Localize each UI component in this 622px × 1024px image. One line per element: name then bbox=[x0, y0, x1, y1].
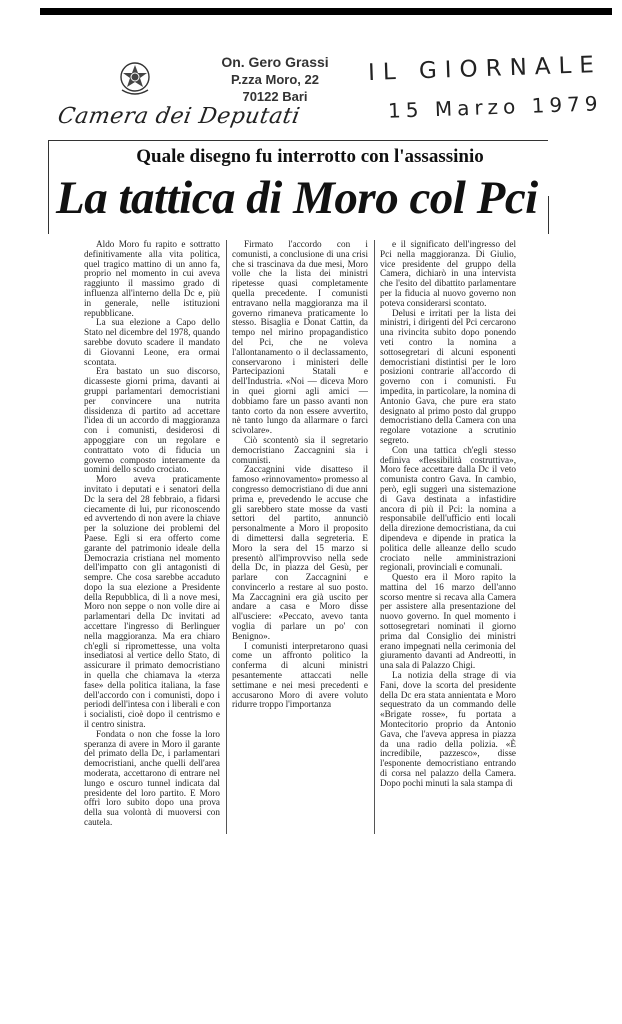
paragraph: Fondata o non che fosse la loro speranza di avere in Moro il garante del primato della Dc, i parlamentari democristiani, anche quelli dell'area moderata, accettarono di entrare nel lungo e oscuro tunnel indicata dal presidente del loro partito. E Moro offrì loro subito dopo una prova della sua volontà di muoversi con cautela. bbox=[84, 728, 220, 828]
handwritten-newspaper: IL GIORNALE bbox=[367, 51, 603, 87]
sender-city: 70122 Bari bbox=[242, 89, 308, 104]
article-column-1 bbox=[84, 240, 220, 828]
frame-right-rule bbox=[548, 196, 549, 234]
paragraph: Questo era il Moro rapito la mattina del 16 marzo dell'anno scorso mentre si recava alla Camera per assistere alla presentazione del nuovo governo. In quel momento i sottosegretari nominati il giorno prima dal Consiglio dei ministri erano impegnati nella cerimonia del giuramento davanti ad Andreotti, in una sala di Palazzo Chigi. bbox=[380, 572, 516, 671]
frame-left-rule bbox=[48, 140, 49, 234]
paragraph: I comunisti interpretarono quasi come un affronto politico la conferma di alcuni ministri pesantemente attaccati nelle settimane e nei mesi precedenti e accusarono Moro di avere voluto ridurre troppo l'importanza bbox=[232, 640, 368, 710]
paragraph: La sua elezione a Capo dello Stato nel dicembre del 1978, quando sarebbe dovuto scadere il mandato di Giovanni Leone, era ormai scontata. bbox=[84, 317, 220, 367]
paragraph: Delusi e irritati per la lista dei ministri, i dirigenti del Pci cercarono una rivincita subito dopo ponendo veti contro la nomina a sottosegretari di alcuni esponenti democristiani distintisi per le loro posizioni contrarie all'accordo di governo con i comunisti. Fu impedita, in particolare, la nomina di Antonio Gava, che pure era stato designato al primo posto dal gruppo democristiano della Camera con una regolare votazione a scrutinio segreto. bbox=[380, 307, 516, 445]
article-column-2 bbox=[232, 240, 368, 710]
handwritten-date: 15 Marzo 1979 bbox=[387, 91, 603, 123]
italian-emblem-icon bbox=[118, 60, 152, 98]
institution-name: Camera dei Deputati bbox=[55, 104, 303, 129]
paragraph: Era bastato un suo discorso, dicasseste giorni prima, davanti ai gruppi parlamentari democristiani per convincere una nutrita dissidenza di partito ad accettare l'idea di un accordo di maggioranza con i comunisti, desiderosi di appoggiare con un regolare e contrattato voto di fiducia un governo composto interamente da uomini dello scudo crociato. bbox=[84, 366, 220, 475]
column-rule bbox=[374, 240, 375, 834]
paragraph: Moro aveva praticamente invitato i deputati e i senatori della Dc la sera del 28 febbraio, a fidarsi ciecamente di lui, pur riconoscendo ed avvertendo di non avere la chiave per la soluzione dei problemi del Paese. Egli si era offerto come garante del patrimonio ideale della Democrazia cristiana nel momento dell'impatto con gli antagonisti di sempre. Che cosa sarebbe accaduto dopo la sua elezione a Presidente della Repubblica, di lì a nove mesi, Moro non seppe o non volle dire ai parlamentari della Dc invitati ad accettare l'ingresso di Berlinguer nella maggioranza. Ma era chiaro ch'egli si ripromettesse, una volta insediatosi al vertice dello Stato, di assicurare il primato democristiano in quella che chiamava la «terza fase» della politica italiana, la fase dell'accordo con i comunisti, dopo i periodi dell'intesa con i liberali e con i socialisti, cioè dopo il centrismo e il centro sinistra. bbox=[84, 474, 220, 730]
article-headline: La tattica di Moro col Pci bbox=[56, 172, 538, 224]
top-black-bar bbox=[40, 8, 612, 15]
sender-address: P.zza Moro, 22 bbox=[231, 72, 319, 87]
paragraph: Con una tattica ch'egli stesso definiva «flessibilità costruttiva», Moro fece accettare dalla Dc il veto comunista contro Gava. In cambio, però, egli suggerì una sistemazione di Gava destinata a infastidire ancora di più il Pci: la nomina a responsabile dell'ufficio enti locali della direzione democristiana, da cui dipendeva e dipende in pratica la politica delle alleanze dello scudo crociato nelle amministrazioni regionali, provinciali e comunali. bbox=[380, 444, 516, 573]
paragraph: La notizia della strage di via Fani, dove la scorta del presidente della Dc era stata annientata e Moro sequestrato da un commando delle «Brigate rosse», fu portata a Montecitorio proprio da Antonio Gava, che l'aveva appresa in piazza da una radio della polizia. «È incredibile, pazzesco», disse l'esponente democristiano entrando di corsa nel palazzo della Camera. Dopo pochi minuti la sala stampa di bbox=[380, 670, 516, 788]
paragraph: Zaccagnini vide disatteso il famoso «rinnovamento» promesso al congresso democristiano di due anni prima e, prevedendo le accuse che gli sarebbero state mosse da vasti settori del partito, annunciò personalmente a Moro il proposito di dimettersi dalla segreteria. E Moro la sera del 15 marzo si presentò all'improvviso nella sede della Dc, in piazza del Gesù, per parlare con Zaccagnini e convincerlo a restare al suo posto. Ma Zaccagnini era già uscito per andare a casa e Moro disse all'usciere: «Peccato, avevo tanta voglia di parlare un po' con Benigno». bbox=[232, 464, 369, 641]
paragraph: Aldo Moro fu rapito e sottratto definitivamente alla vita politica, quel tragico mattino di un anno fa, proprio nel momento in cui aveva raggiunto il massimo grado di influenza all'interno della Dc e, più in generale, nelle istituzioni repubblicane. bbox=[84, 239, 220, 318]
column-rule bbox=[226, 240, 227, 834]
article-column-3 bbox=[380, 240, 516, 789]
article-kicker: Quale disegno fu interrotto con l'assassinio bbox=[136, 146, 484, 167]
paragraph: e il significato dell'ingresso del Pci nella maggioranza. Di Giulio, vice presidente del gruppo della Camera, dichiarò in una intervista che l'esito del dibattito parlamentare per la fiducia al nuovo governo non poteva considerarsi scontato. bbox=[380, 239, 516, 308]
sender-name: On. Gero Grassi bbox=[221, 54, 329, 70]
paragraph: Firmato l'accordo con i comunisti, a conclusione di una crisi che si trascinava da due mesi, Moro volle che la lista dei ministri ripetesse quasi completamente quella precedente. I comunisti entravano nella maggioranza ma il governo rimaneva praticamente lo stesso. Bisaglia e Donat Cattin, da tempo nel mirino propagandistico del Pci, che ne voleva l'allontanamento o il declassamento, conservarono i ministeri delle Partecipazioni Statali e dell'Industria. «Noi — diceva Moro in quei giorni agli amici — dobbiamo fare un passo avanti non tanto corto da non essere avvertito, nè tanto lungo da allarmare o farci scivolare». bbox=[232, 239, 368, 436]
sender-block bbox=[210, 53, 340, 105]
paragraph: Ciò scontentò sia il segretario democristiano Zaccagnini sia i comunisti. bbox=[232, 434, 368, 465]
